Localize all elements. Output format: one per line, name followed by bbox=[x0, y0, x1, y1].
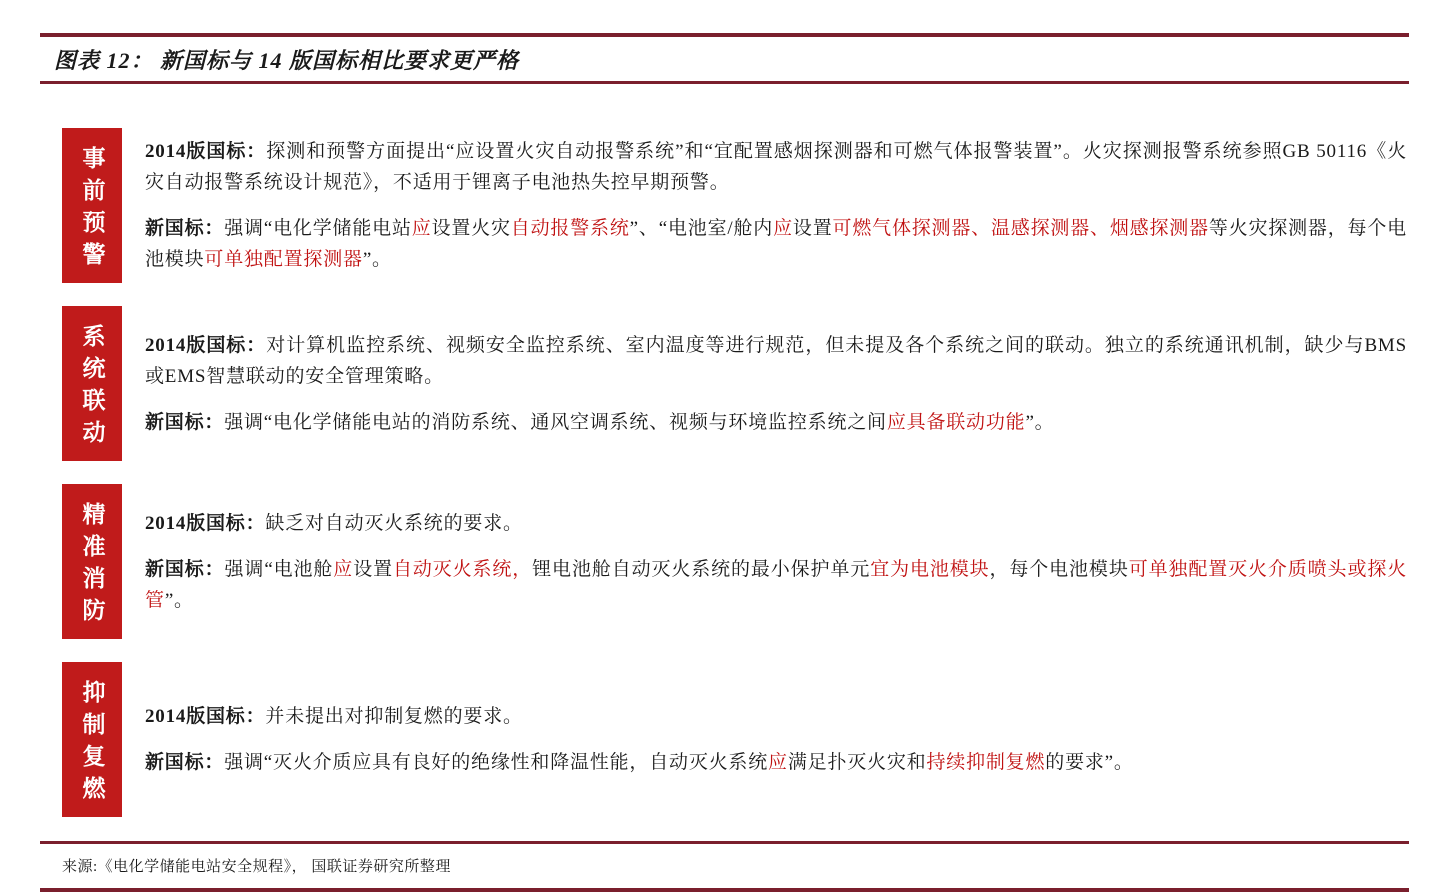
highlight-text: 宜为电池模块 bbox=[870, 558, 990, 580]
section-row bbox=[62, 128, 1409, 283]
paragraph-old-standard bbox=[145, 330, 1407, 392]
paragraph-prefix: 2014版国标： bbox=[145, 334, 267, 356]
title-rule bbox=[40, 81, 1409, 84]
source-text: 来源:《电化学储能电站安全规程》， 国联证券研究所整理 bbox=[62, 859, 451, 875]
paragraph-new-standard bbox=[145, 747, 1407, 778]
highlight-text: 自动灭火系统， bbox=[392, 558, 533, 580]
body-text: ”。 bbox=[1025, 411, 1055, 433]
paragraph-prefix: 2014版国标： bbox=[145, 706, 266, 727]
highlight-text: 可单独配置探测器 bbox=[204, 249, 363, 270]
body-text: 缺乏对自动灭火系统的要求。 bbox=[265, 512, 523, 534]
body-text: 强调“电化学储能电站 bbox=[224, 218, 412, 239]
highlight-text: 应 bbox=[411, 218, 432, 239]
paragraph-old-standard bbox=[145, 136, 1407, 198]
body-text: 等火灾探测器，每个电池模块 bbox=[145, 218, 1407, 270]
paragraph-new-standard bbox=[145, 213, 1407, 275]
body-text: 的要求”。 bbox=[1045, 752, 1134, 773]
body-text: ”。 bbox=[362, 249, 392, 270]
section-row bbox=[62, 484, 1409, 639]
body-text: ”、“电池室/舱内 bbox=[629, 218, 774, 239]
highlight-text: 持续抑制复燃 bbox=[926, 752, 1046, 773]
highlight-text: 应 bbox=[773, 218, 793, 239]
highlight-text: 应 bbox=[768, 752, 788, 773]
paragraph-prefix: 新国标： bbox=[145, 752, 225, 773]
body-text: 强调“灭火介质应具有良好的绝缘性和降温性能，自动灭火系统 bbox=[224, 752, 769, 773]
section-row bbox=[62, 306, 1409, 461]
body-text: 满足扑灭火灾和 bbox=[787, 752, 927, 773]
section-label: 事前预警 bbox=[62, 128, 122, 283]
body-text: 设置火灾 bbox=[431, 218, 511, 239]
body-text: 并未提出对抑制复燃的要求。 bbox=[265, 706, 523, 727]
section-body bbox=[145, 330, 1407, 438]
body-text: 设置 bbox=[792, 218, 833, 239]
paragraph-prefix: 新国标： bbox=[145, 558, 225, 580]
paragraph-prefix: 新国标： bbox=[145, 411, 225, 433]
figure-title: 图表 12： 新国标与 14 版国标相比要求更严格 bbox=[54, 48, 520, 73]
paragraph-prefix: 新国标： bbox=[145, 218, 225, 239]
highlight-text: 可单独配置灭火介质喷头或探火管 bbox=[145, 558, 1408, 611]
section-label: 系统联动 bbox=[62, 306, 122, 461]
paragraph-old-standard bbox=[145, 701, 1407, 732]
footer bbox=[40, 841, 1409, 892]
paragraph-new-standard bbox=[145, 554, 1407, 616]
highlight-text: 自动报警系统 bbox=[510, 218, 630, 239]
section-body bbox=[145, 701, 1407, 778]
section-label: 精准消防 bbox=[62, 484, 122, 639]
section-label: 抑制复燃 bbox=[62, 662, 122, 817]
paragraph-prefix: 2014版国标： bbox=[145, 512, 266, 534]
section-row bbox=[62, 662, 1409, 817]
body-text: 强调“电池舱 bbox=[224, 558, 334, 580]
paragraph-new-standard bbox=[145, 407, 1407, 438]
body-text: 设置 bbox=[353, 558, 393, 580]
paragraph-prefix: 2014版国标： bbox=[145, 141, 267, 162]
bottom-rule bbox=[40, 888, 1409, 892]
section-body bbox=[145, 508, 1407, 616]
body-text: ，每个电池模块 bbox=[989, 558, 1129, 580]
sections-container bbox=[62, 128, 1409, 840]
body-text: ”。 bbox=[164, 589, 194, 611]
body-text: 锂电池舱自动灭火系统的最小保护单元 bbox=[532, 558, 871, 580]
body-text: 强调“电化学储能电站的消防系统、通风空调系统、视频与环境监控系统之间 bbox=[224, 411, 887, 433]
body-text: 探测和预警方面提出“应设置火灾自动报警系统”和“宜配置感烟探测器和可燃气体报警装置”。火灾探测报警系统参照GB 50116《火灾自动报警系统设计规范》，不适用于锂离子电池热失控早期预警。 bbox=[145, 141, 1407, 193]
body-text: 对计算机监控系统、视频安全监控系统、室内温度等进行规范，但未提及各个系统之间的联动。独立的系统通讯机制，缺少与BMS或EMS智慧联动的安全管理策略。 bbox=[145, 334, 1407, 387]
highlight-text: 应具备联动功能 bbox=[886, 411, 1026, 433]
highlight-text: 可燃气体探测器、温感探测器、烟感探测器 bbox=[832, 218, 1209, 239]
paragraph-old-standard bbox=[145, 508, 1407, 539]
section-body bbox=[145, 136, 1407, 275]
highlight-text: 应 bbox=[333, 558, 354, 580]
